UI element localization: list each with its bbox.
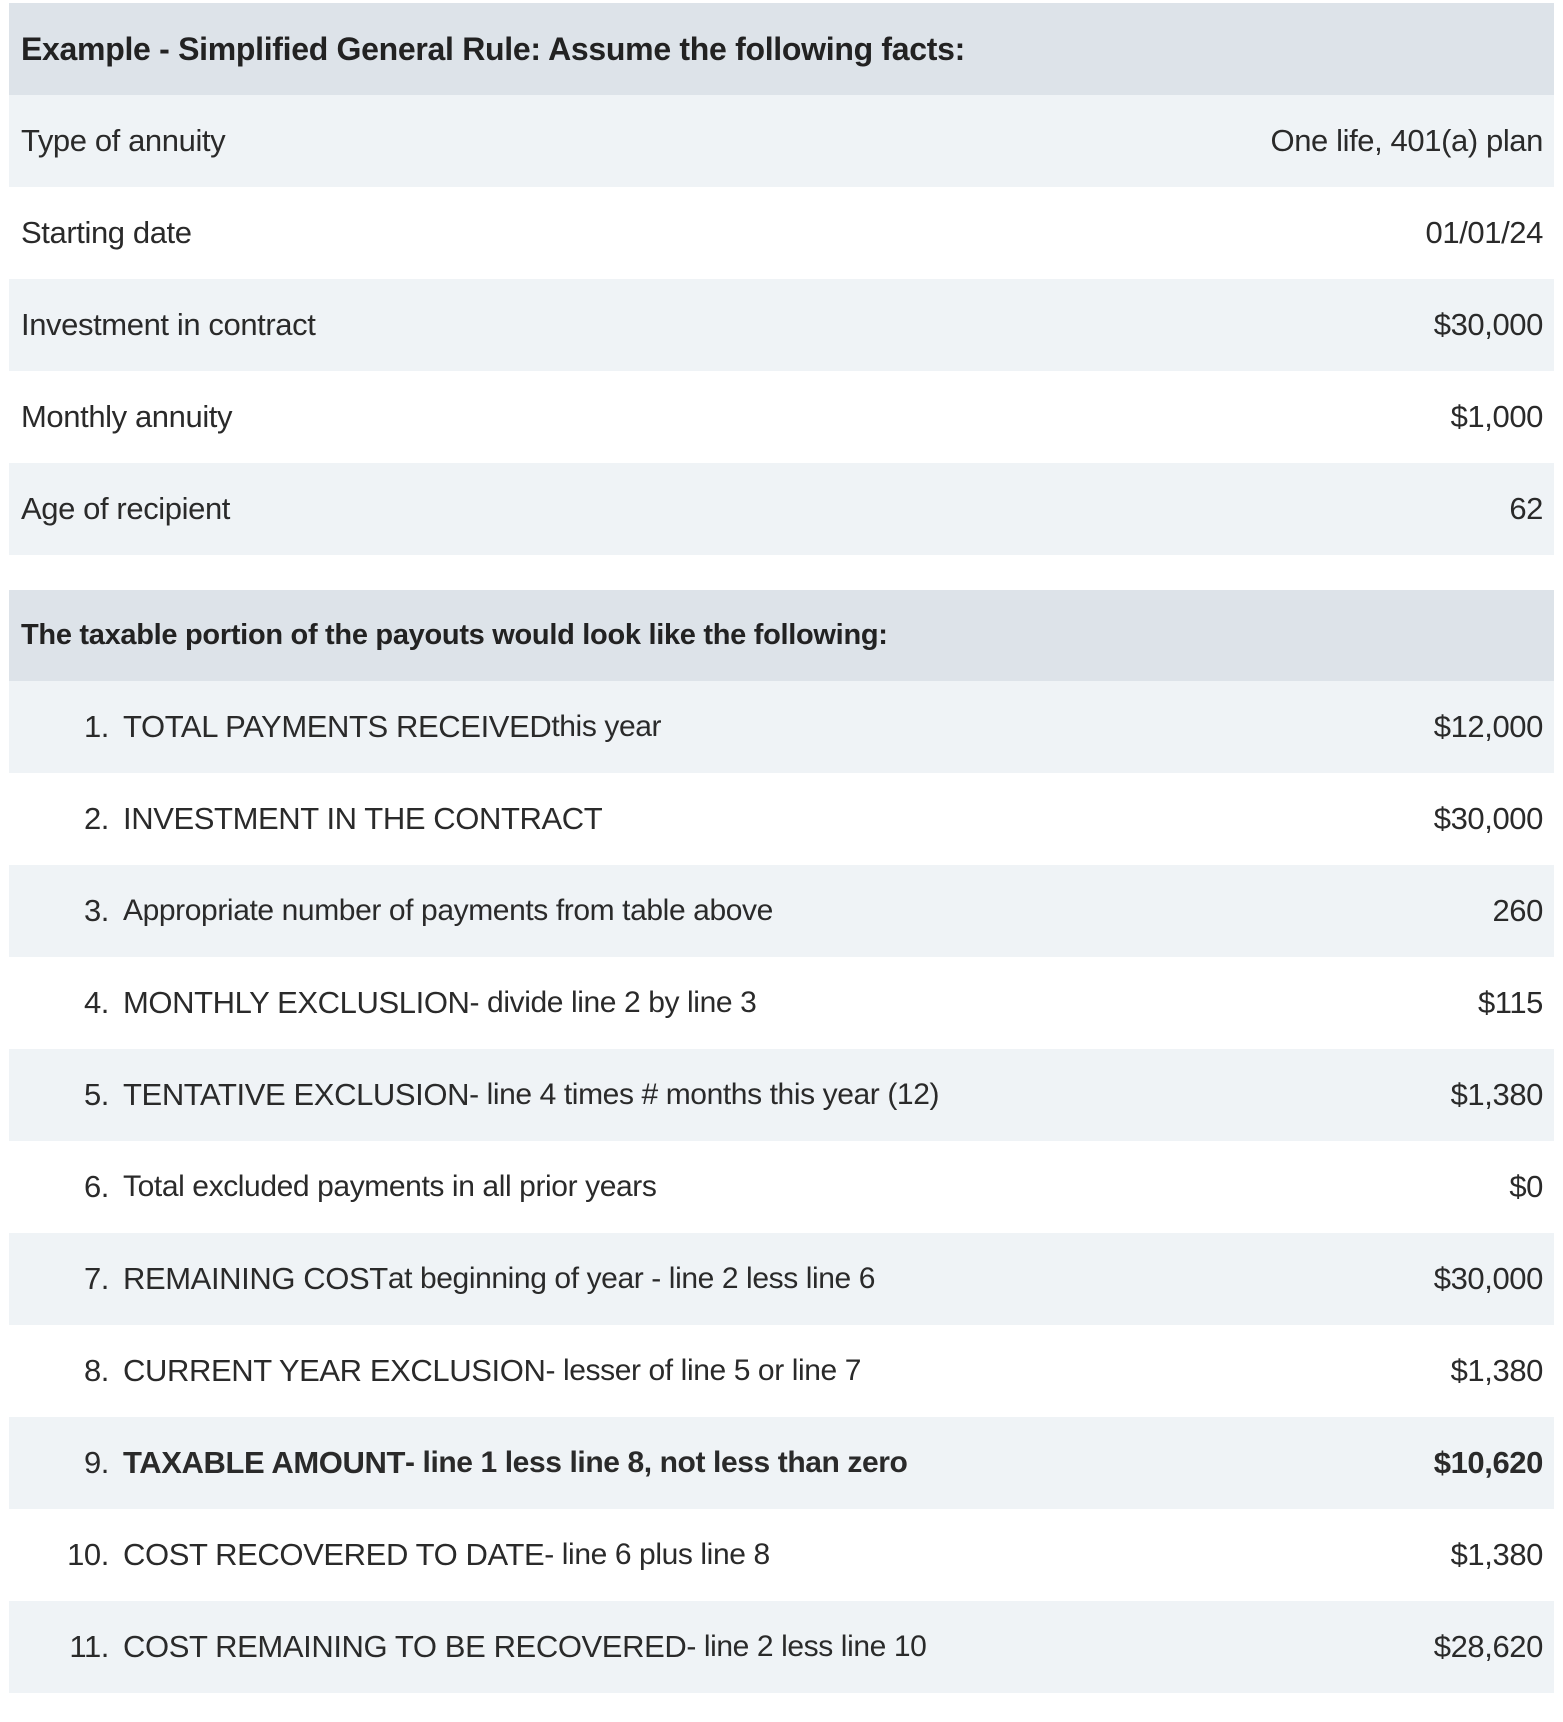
step-detail-text: at beginning of year - line 2 less line 6: [387, 1262, 876, 1295]
step-row: [9, 865, 1554, 957]
step-detail-text: this year: [551, 710, 662, 743]
fact-row-annuity-type: [9, 95, 1554, 187]
fact-label: Type of annuity: [21, 123, 226, 158]
step-value: 260: [1492, 893, 1543, 928]
fact-row-starting-date: [9, 187, 1554, 279]
step-number: 5.: [83, 1077, 109, 1112]
step-description: [21, 893, 773, 929]
fact-row-investment: [9, 279, 1554, 371]
step-description: [21, 1169, 656, 1205]
fact-row-monthly-annuity: [9, 371, 1554, 463]
step-detail-text: - lesser of line 5 or line 7: [545, 1354, 862, 1387]
step-detail-text: - line 1 less line 8, not less than zero: [404, 1446, 908, 1479]
step-description: [21, 1077, 939, 1113]
step-row: [9, 681, 1554, 773]
step-number: 4.: [83, 985, 109, 1020]
step-number: 9.: [83, 1445, 109, 1480]
step-description: [21, 801, 602, 837]
step-row: [9, 957, 1554, 1049]
step-value: $30,000: [1433, 1261, 1543, 1296]
step-number: 7.: [83, 1261, 109, 1296]
step-caps-text: TENTATIVE EXCLUSION: [123, 1077, 470, 1112]
fact-label: Monthly annuity: [21, 399, 233, 434]
step-row: [9, 1049, 1554, 1141]
step-caps-text: REMAINING COST: [123, 1261, 388, 1296]
fact-row-age: [9, 463, 1554, 555]
step-caps-text: COST RECOVERED TO DATE: [123, 1537, 545, 1572]
step-number: 1.: [83, 709, 109, 744]
step-value: $1,380: [1450, 1353, 1543, 1388]
step-caps-text: TAXABLE AMOUNT: [123, 1445, 405, 1480]
step-number: 8.: [83, 1353, 109, 1388]
step-detail-text: - line 6 plus line 8: [544, 1538, 770, 1571]
fact-label: Investment in contract: [21, 307, 316, 342]
fact-value: $30,000: [1433, 307, 1543, 342]
fact-value: One life, 401(a) plan: [1270, 123, 1543, 158]
facts-header: [9, 3, 1554, 95]
fact-value: $1,000: [1450, 399, 1543, 434]
step-row: [9, 773, 1554, 865]
step-number: 3.: [83, 893, 109, 928]
step-number: 6.: [83, 1169, 109, 1204]
step-caps-text: INVESTMENT IN THE CONTRACT: [123, 801, 603, 836]
step-number: 11.: [69, 1629, 109, 1664]
fact-label: Starting date: [21, 215, 192, 250]
step-value: $30,000: [1433, 801, 1543, 836]
step-row: [9, 1233, 1554, 1325]
step-description: [21, 1445, 907, 1481]
step-detail-text: Appropriate number of payments from table above: [123, 894, 773, 927]
step-value: $10,620: [1433, 1445, 1543, 1480]
payouts-table: [9, 590, 1554, 1693]
step-row: [9, 1325, 1554, 1417]
step-detail-text: - divide line 2 by line 3: [469, 986, 757, 1019]
step-number: 2.: [83, 801, 109, 836]
payouts-title: The taxable portion of the payouts would look like the following:: [21, 619, 888, 651]
step-value: $12,000: [1433, 709, 1543, 744]
step-detail-text: - line 4 times # months this year (12): [469, 1078, 940, 1111]
step-description: [21, 1629, 926, 1665]
step-row: [9, 1141, 1554, 1233]
step-caps-text: CURRENT YEAR EXCLUSION: [123, 1353, 546, 1388]
step-description: [21, 1261, 875, 1297]
fact-value: 01/01/24: [1425, 215, 1543, 250]
step-value: $1,380: [1450, 1537, 1543, 1572]
step-description: [21, 985, 756, 1021]
step-value: $28,620: [1433, 1629, 1543, 1664]
fact-value: 62: [1509, 491, 1543, 526]
step-value: $1,380: [1450, 1077, 1543, 1112]
step-row: [9, 1509, 1554, 1601]
facts-title: Example - Simplified General Rule: Assume the following facts:: [21, 30, 965, 67]
step-caps-text: TOTAL PAYMENTS RECEIVED: [123, 709, 552, 744]
step-value: $0: [1509, 1169, 1543, 1204]
step-number: 10.: [67, 1537, 109, 1572]
step-detail-text: - line 2 less line 10: [686, 1630, 927, 1663]
payouts-header: [9, 590, 1554, 681]
step-value: $115: [1477, 985, 1543, 1020]
step-description: [21, 1353, 861, 1389]
step-description: [21, 1537, 770, 1573]
step-row: [9, 1601, 1554, 1693]
step-caps-text: COST REMAINING TO BE RECOVERED: [123, 1629, 687, 1664]
step-caps-text: MONTHLY EXCLUSLION: [123, 985, 470, 1020]
step-row-taxable-amount: [9, 1417, 1554, 1509]
step-description: [21, 709, 661, 745]
step-detail-text: Total excluded payments in all prior years: [123, 1170, 657, 1203]
fact-label: Age of recipient: [21, 491, 231, 526]
facts-table: [9, 3, 1554, 555]
